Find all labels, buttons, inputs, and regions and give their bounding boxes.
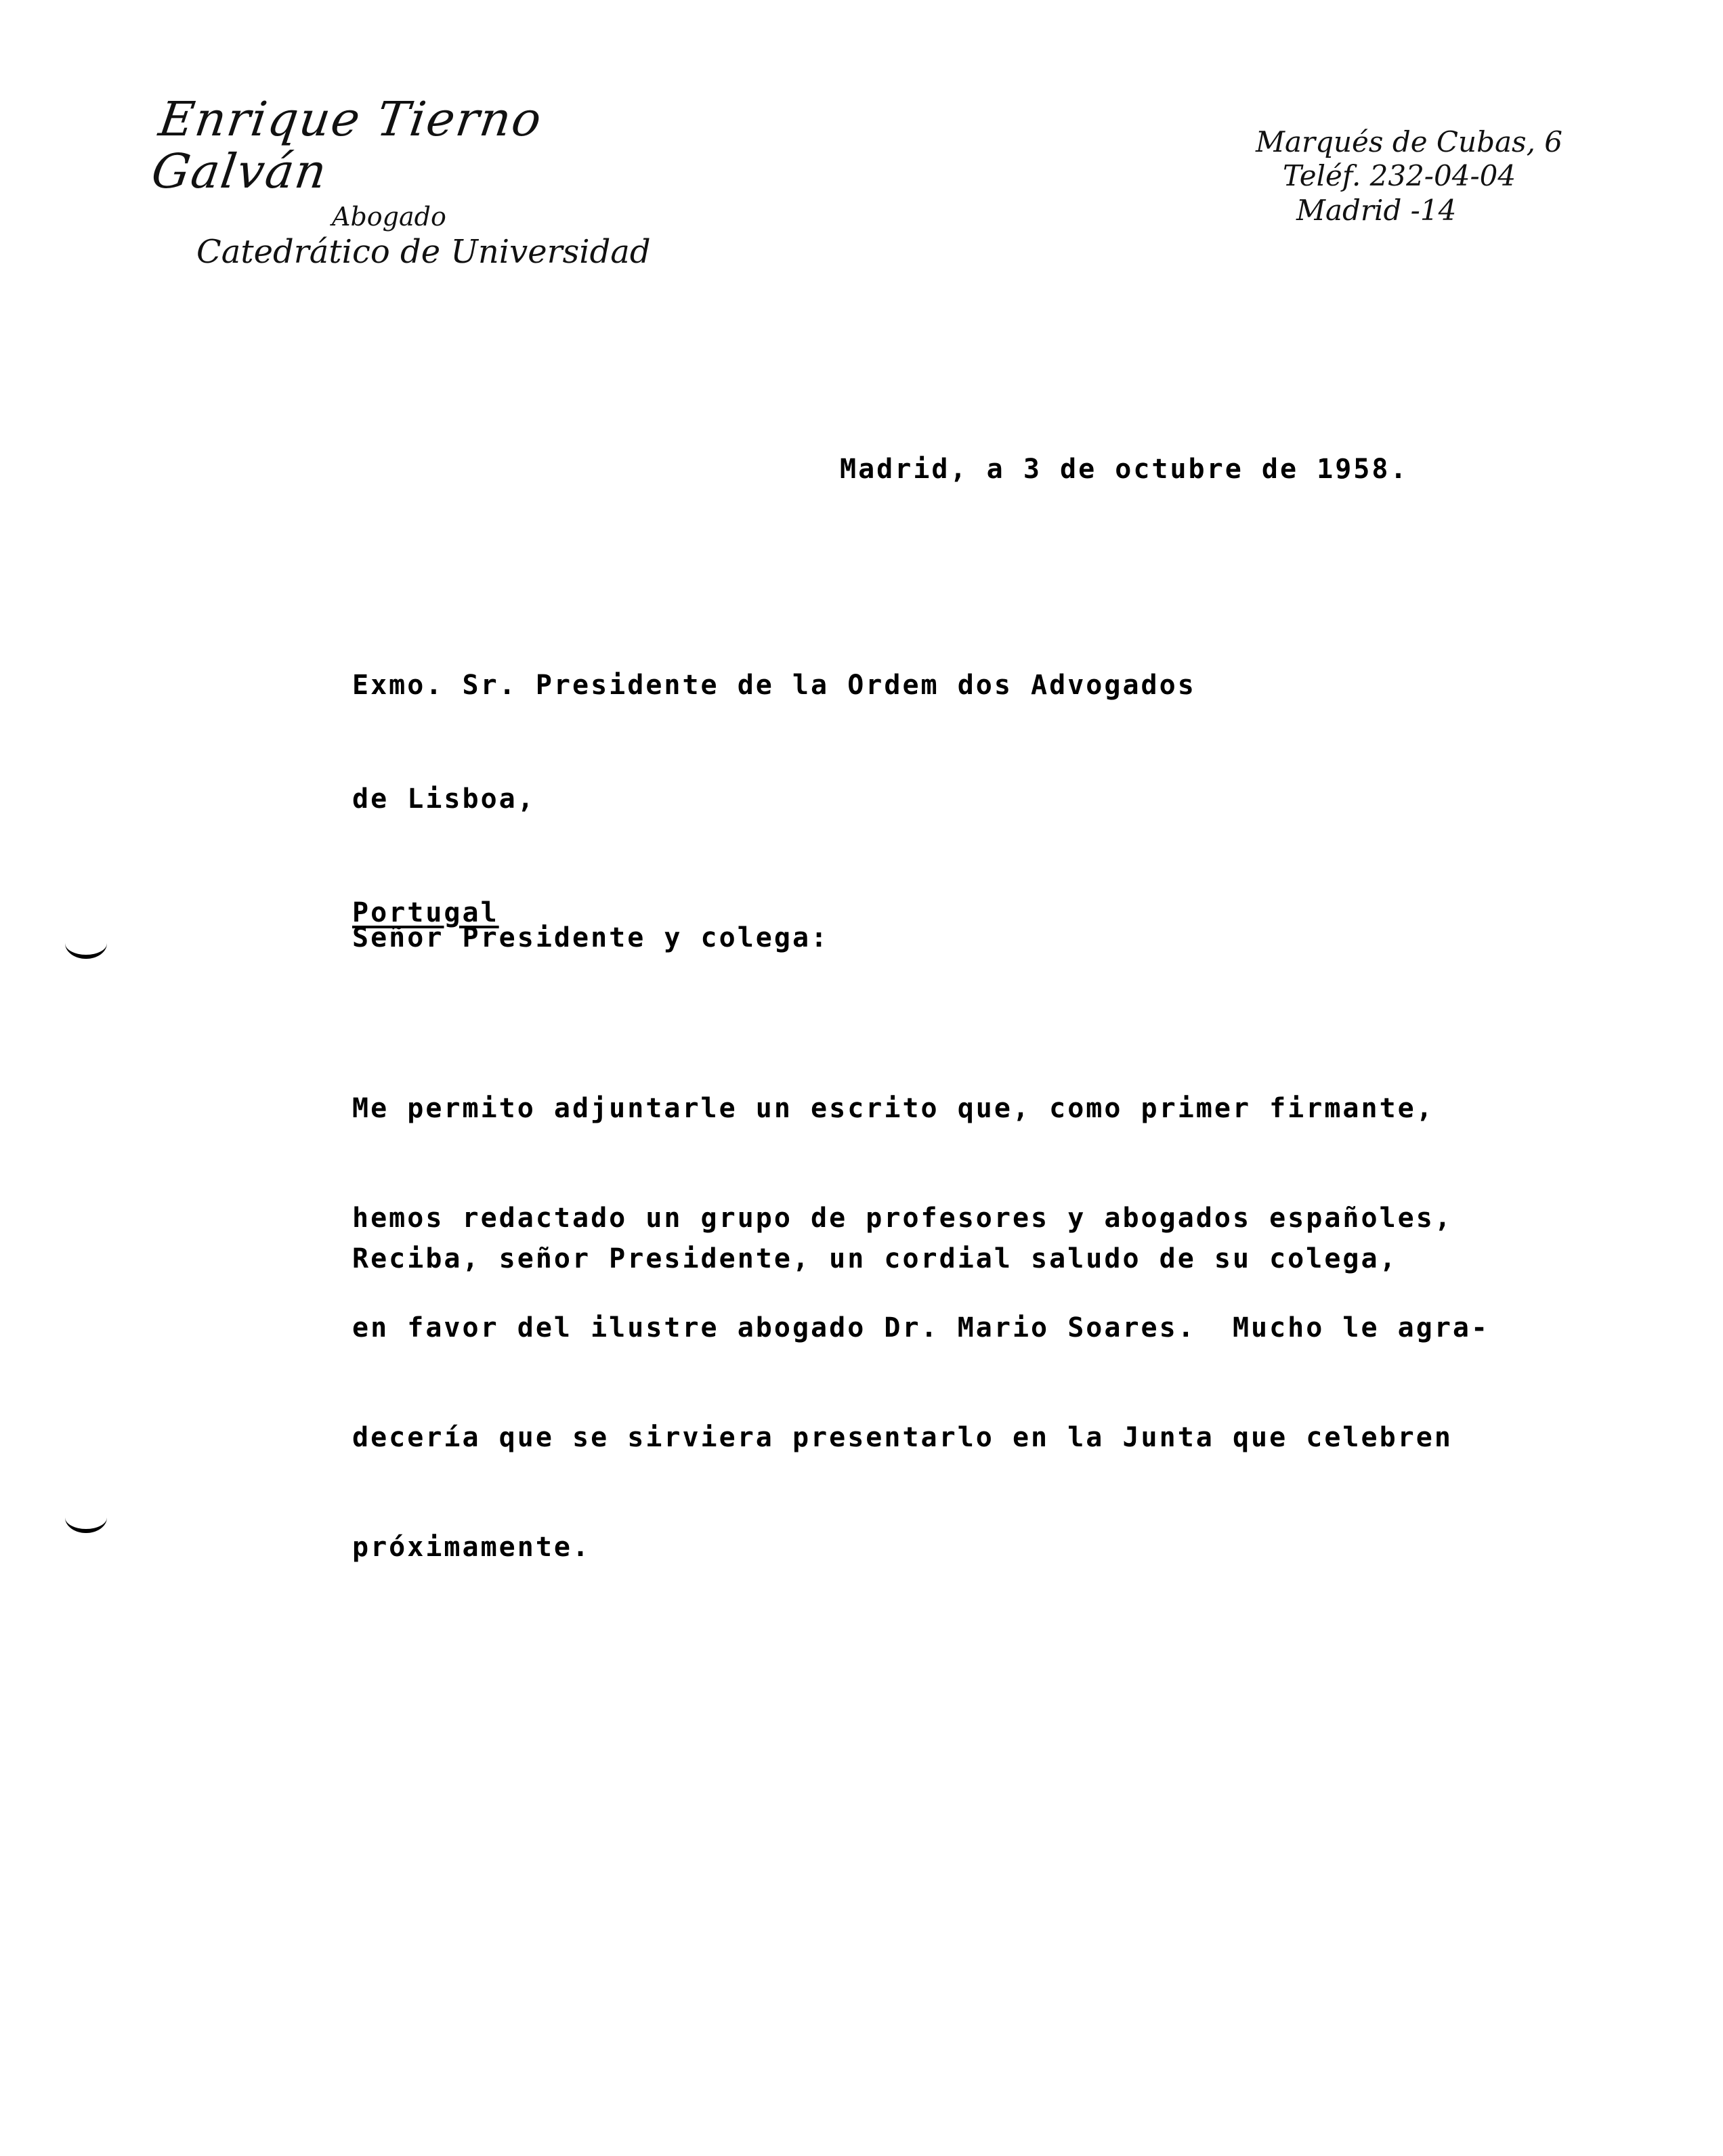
punch-hole-mark <box>65 928 107 959</box>
salutation: Señor Presidente y colega: <box>352 922 830 953</box>
body-line-4: decería que se sirviera presentarlo en la Junta que celebren <box>352 1422 1453 1453</box>
recipient-country: Portugal <box>352 897 499 928</box>
punch-hole-mark <box>65 1502 107 1533</box>
recipient-line-1: Exmo. Sr. Presidente de la Ordem dos Advogados <box>352 670 1196 701</box>
body-line-3: en favor del ilustre abogado Dr. Mario Soares. Mucho le agra- <box>352 1312 1490 1343</box>
letterhead-address <box>1256 125 1567 228</box>
body-line-2: hemos redactado un grupo de profesores y abogados españoles, <box>352 1203 1453 1234</box>
body-line-1: Me permito adjuntarle un escrito que, como primer firmante, <box>352 1093 1434 1124</box>
address-street: Marqués de Cubas, 6 <box>1256 125 1562 158</box>
address-city: Madrid -14 <box>1296 193 1457 227</box>
body-line-5: próximamente. <box>352 1532 591 1563</box>
body-paragraph <box>352 1017 1489 1639</box>
letterhead-title: Abogado <box>332 202 446 232</box>
letterhead-name: Enrique Tierno Galván <box>148 91 547 199</box>
recipient-line-2: de Lisboa, <box>352 783 536 815</box>
closing-line: Reciba, señor Presidente, un cordial saludo de su colega, <box>352 1243 1398 1274</box>
address-phone: Teléf. 232-04-04 <box>1283 159 1516 193</box>
letterhead-left <box>148 91 671 271</box>
letterhead-subtitle: Catedrático de Universidad <box>196 233 651 271</box>
date-line: Madrid, a 3 de octubre de 1958. <box>840 454 1409 485</box>
